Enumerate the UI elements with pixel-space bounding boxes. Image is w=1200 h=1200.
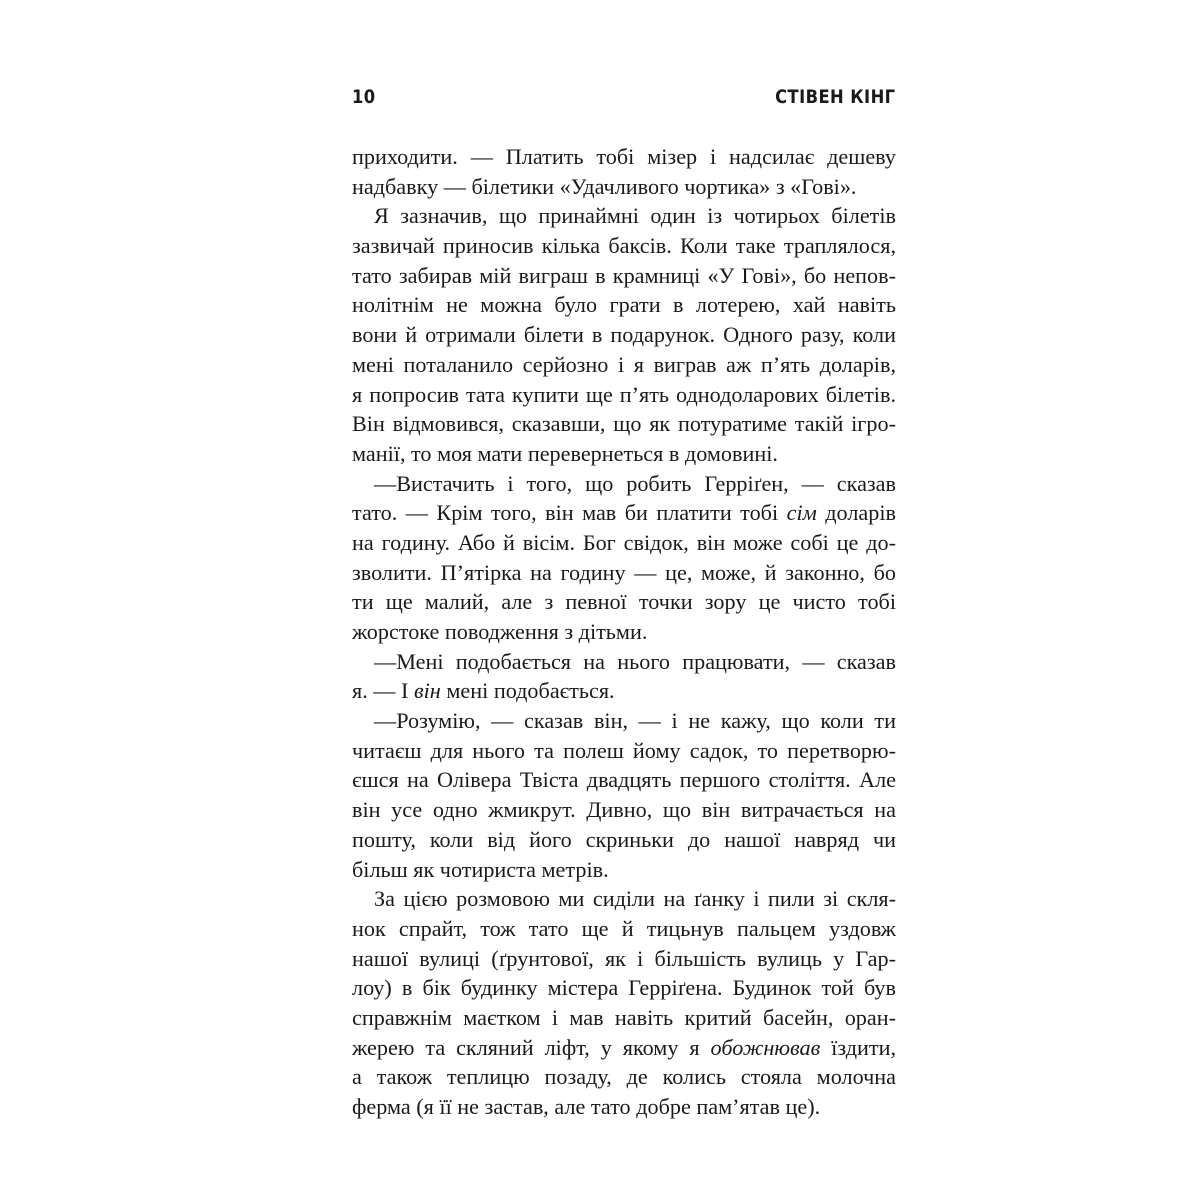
text-line	[352, 1003, 896, 1033]
text-run: —Розумію, — сказав він, — і не кажу, що коли ти	[374, 708, 896, 734]
text-line	[352, 855, 896, 885]
text-run: а також теплицю позаду, де колись стояла молочна	[352, 1064, 896, 1090]
text-line	[352, 558, 896, 588]
text-line	[352, 231, 896, 261]
text-run: він усе одно жмикрут. Дивно, що він витрачається на	[352, 797, 896, 823]
running-head	[352, 86, 896, 110]
text-run: більш як чотириста метрів.	[352, 856, 609, 882]
text-line	[352, 973, 896, 1003]
text-run: —Мені подобається на нього працювати, — сказав	[374, 648, 896, 674]
text-line	[352, 1062, 896, 1092]
text-line	[352, 617, 896, 647]
text-run: їздити,	[820, 1034, 896, 1060]
text-run: жерею та скляний ліфт, у якому я	[352, 1034, 711, 1060]
text-line	[352, 350, 896, 380]
text-run: тато забирав мій виграш в крамниці «У Гові», бо непов-	[352, 262, 896, 288]
text-run: я. — І	[352, 678, 414, 704]
text-line	[352, 528, 896, 558]
text-run: манії, то моя мати перевернеться в домовині.	[352, 440, 778, 466]
text-run: тато. — Крім того, він мав би платити тобі	[352, 500, 787, 526]
text-run: Я зазначив, що принаймні один із чотирьох білетів	[374, 203, 896, 229]
text-run: За цією розмовою ми сиділи на ґанку і пили зі скля-	[374, 886, 896, 912]
text-line	[352, 676, 896, 706]
text-run: приходити. — Платить тобі мізер і надсилає дешеву	[352, 144, 896, 169]
text-run: вони й отримали білети в подарунок. Одного разу, коли	[352, 322, 896, 348]
text-run: читаєш для нього та полеш йому садок, то перетворю-	[352, 737, 896, 763]
text-run: нок спрайт, тож тато ще й тицьнув пальцем уздовж	[352, 915, 896, 941]
text-line	[352, 706, 896, 736]
text-run: Він відмовився, сказавши, що як потуратиме такій ігро-	[352, 411, 896, 437]
text-run: лоу) в бік будинку містера Герріґена. Будинок той був	[352, 975, 896, 1001]
text-run: зазвичай приносив кілька баксів. Коли таке траплялося,	[352, 233, 896, 259]
text-line	[352, 795, 896, 825]
text-line	[352, 498, 896, 528]
text-run: —Вистачить і того, що робить Герріґен, — сказав	[374, 470, 896, 496]
text-line	[352, 647, 896, 677]
text-line	[352, 290, 896, 320]
text-run: ти ще малий, але з певної точки зору це чисто тобі	[352, 589, 896, 615]
text-run: жорстоке поводження з дітьми.	[352, 619, 648, 644]
text-line	[352, 469, 896, 499]
text-run: надбавку — білетики «Удачливого чортика» з «Гові».	[352, 173, 857, 199]
running-head-author: СТІВЕН КІНГ	[775, 86, 896, 108]
text-run: пошту, коли від його скриньки до нашої навряд чи	[352, 826, 896, 852]
text-line	[352, 439, 896, 469]
text-run: доларів	[816, 500, 896, 526]
text-line	[352, 261, 896, 291]
text-line	[352, 825, 896, 855]
page-number: 10	[352, 86, 376, 108]
text-run: на годину. Або й вісім. Бог свідок, він може собі це до-	[352, 529, 896, 555]
text-line	[352, 765, 896, 795]
text-line	[352, 320, 896, 350]
text-line	[352, 201, 896, 231]
body-text	[352, 142, 896, 1122]
text-run: зволити. П’ятірка на годину — це, може, й законно, бо	[352, 559, 896, 585]
text-run: справжнім маєтком і мав навіть критий басейн, оран-	[352, 1004, 896, 1030]
italic-text: він	[413, 678, 441, 704]
italic-text: сім	[786, 500, 817, 526]
text-line	[352, 914, 896, 944]
text-line	[352, 409, 896, 439]
text-line	[352, 944, 896, 974]
text-line	[352, 1033, 896, 1063]
text-line	[352, 142, 896, 172]
text-run: ферма (я її не застав, але тато добре пам’ятав це).	[352, 1094, 821, 1119]
text-line	[352, 736, 896, 766]
text-run: нолітнім не можна було грати в лотерею, хай навіть	[352, 292, 896, 318]
text-line	[352, 172, 896, 202]
text-run: я попросив тата купити ще п’ять однодоларових білетів.	[352, 381, 896, 407]
text-run: мені подобається.	[440, 678, 615, 704]
text-run: нашої вулиці (ґрунтової, як і більшість вулиць у Гар-	[352, 945, 896, 971]
text-line	[352, 1092, 896, 1122]
text-run: мені поталанило серйозно і я виграв аж п’ять доларів,	[352, 351, 896, 377]
text-line	[352, 884, 896, 914]
italic-text: обожнював	[710, 1034, 821, 1060]
text-line	[352, 380, 896, 410]
text-run: єшся на Олівера Твіста двадцять першого століття. Але	[352, 767, 896, 793]
text-line	[352, 587, 896, 617]
book-page	[352, 86, 896, 1119]
